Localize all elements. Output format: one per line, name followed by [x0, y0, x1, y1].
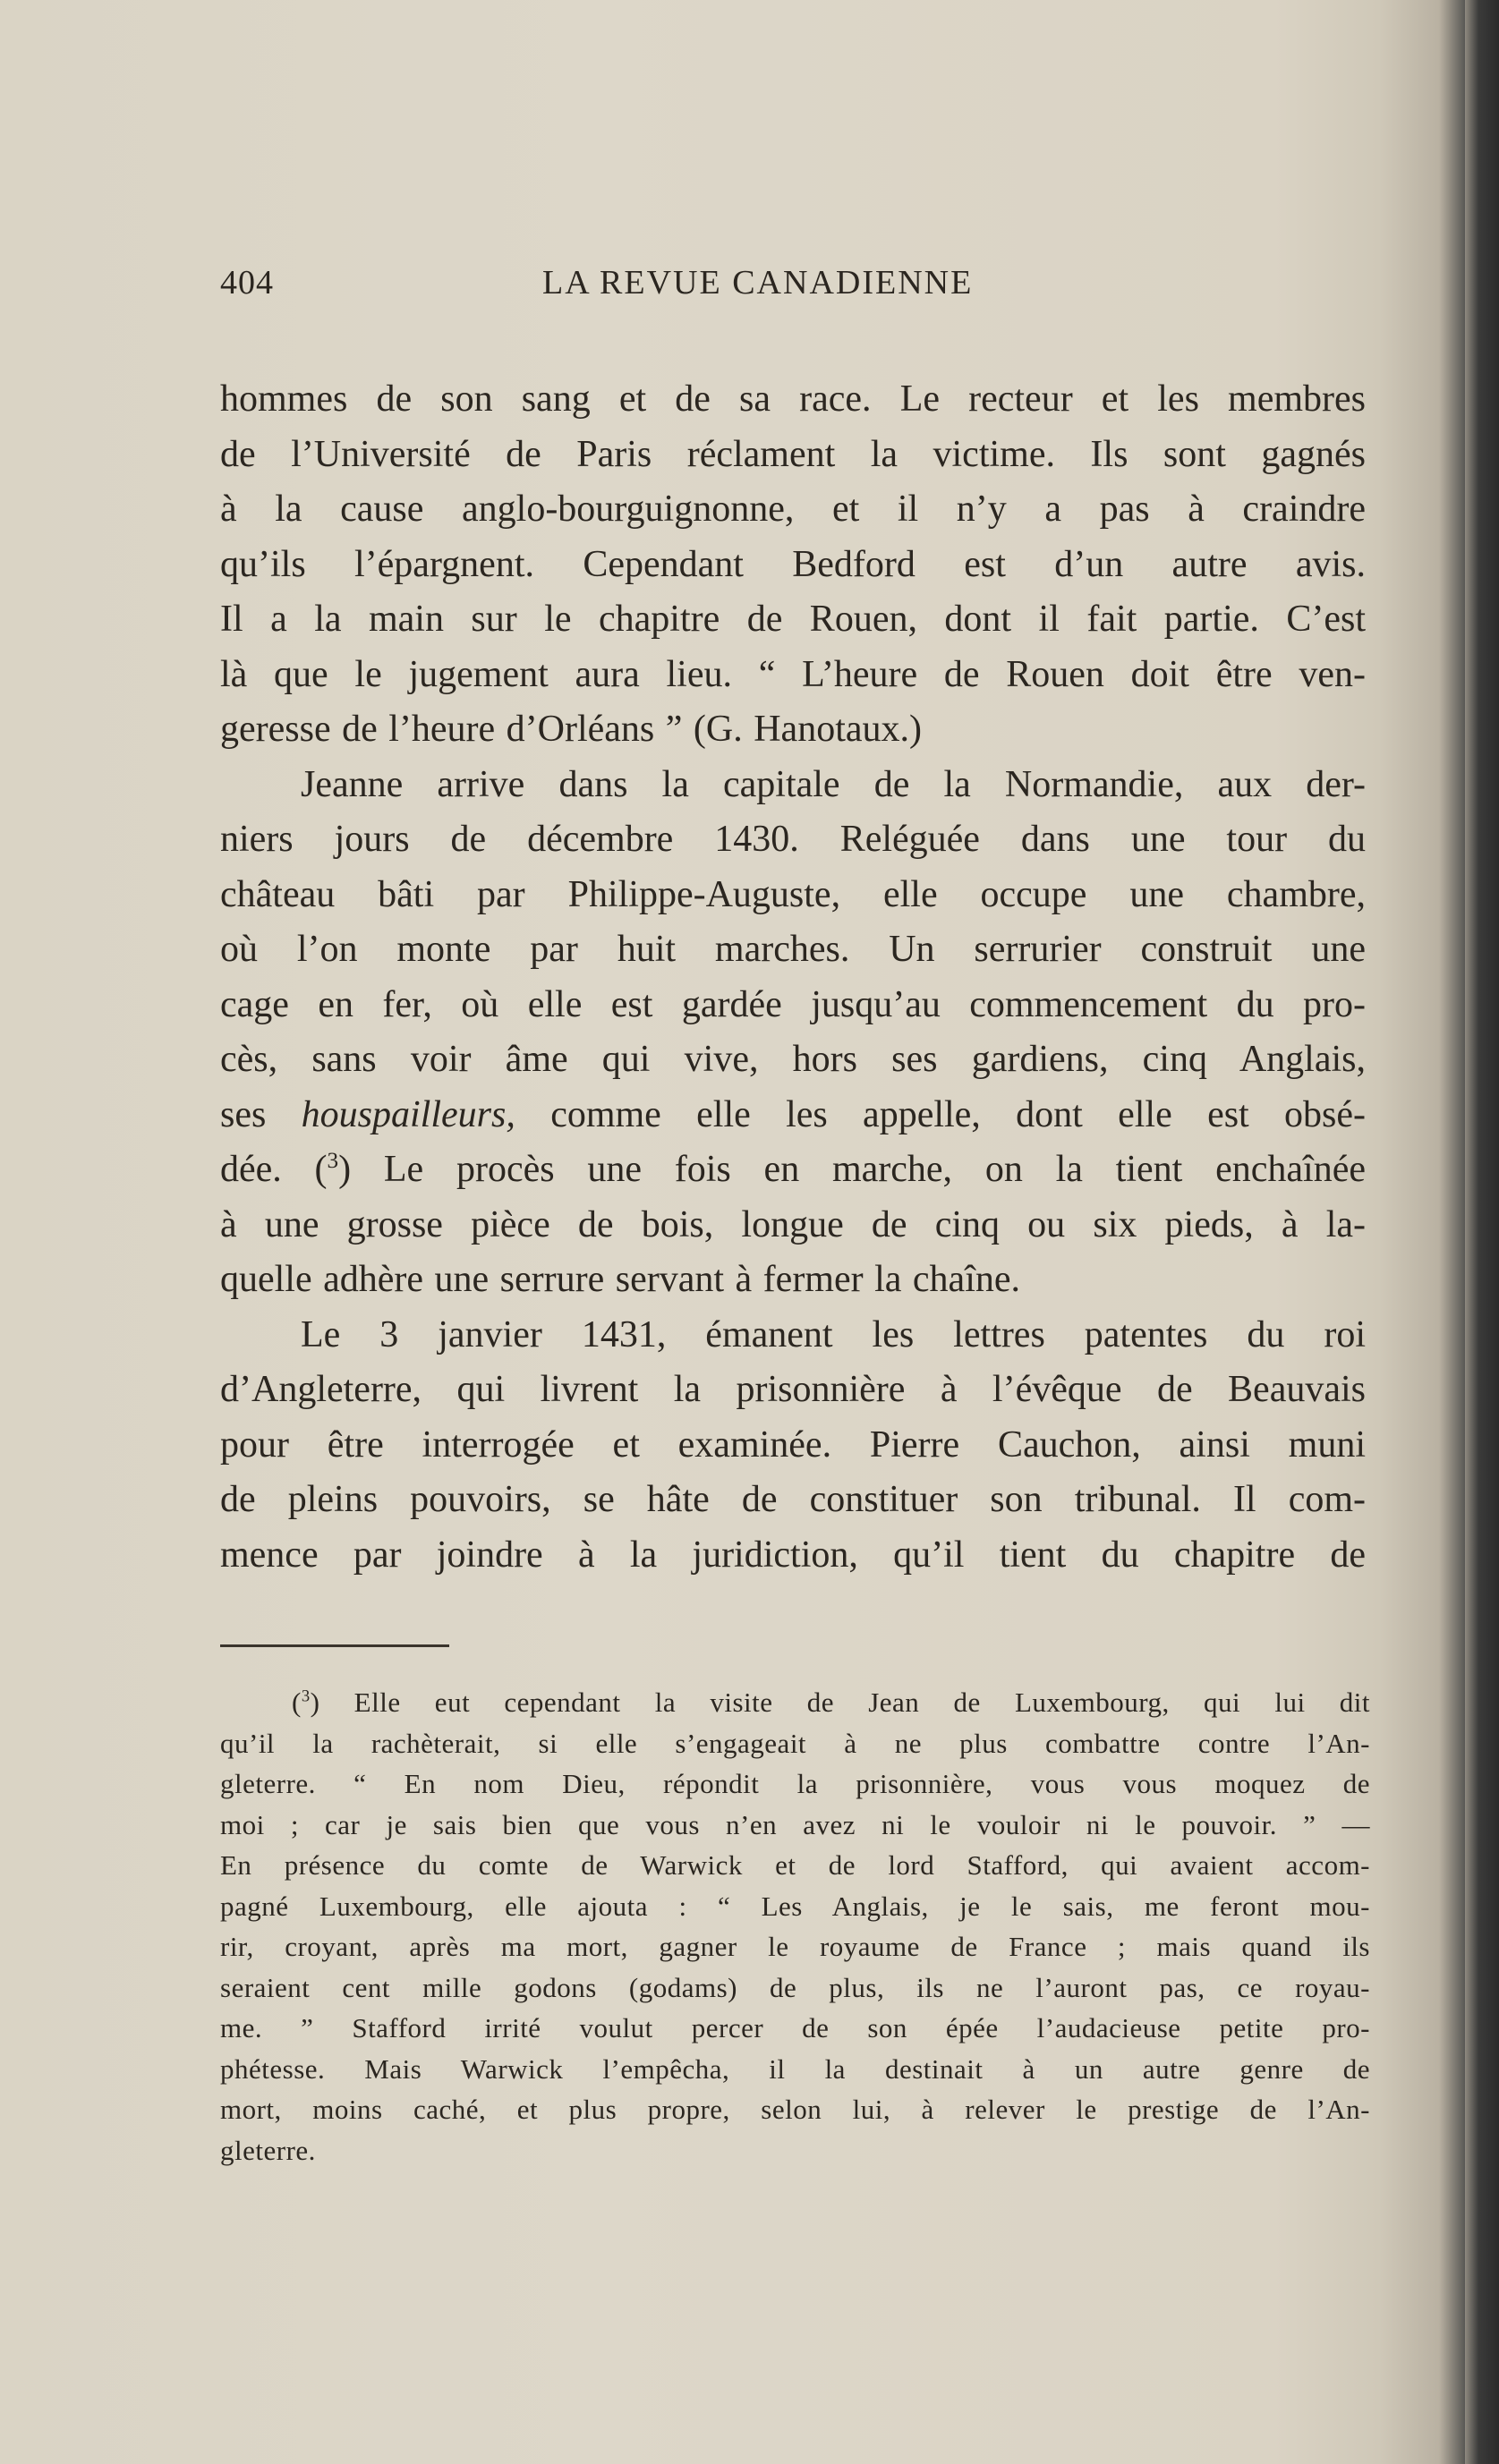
footnote-reference: 3 — [327, 1149, 339, 1173]
text-line: de pleins pouvoirs, se hâte de constituer son tribunal. Il com- — [220, 1479, 1366, 1520]
text-segment: comme elle les appelle, dont elle est obsé- — [550, 1093, 1367, 1135]
footnote-marker-open: ( — [292, 1687, 302, 1718]
italic-term: houspailleurs, — [301, 1093, 515, 1135]
footnote-line: gleterre. — [220, 2134, 316, 2166]
footnote-text: Elle eut cependant la visite de Jean de Luxembourg, qui lui dit — [353, 1687, 1370, 1718]
text-line: d’Angleterre, qui livrent la prisonnière à l’évêque de Beauvais — [220, 1369, 1366, 1410]
footnote-line: En présence du comte de Warwick et de lord Stafford, qui avaient accom- — [220, 1849, 1370, 1881]
footnote-line: pagné Luxembourg, elle ajouta : “ Les Anglais, je le sais, me feront mou- — [220, 1890, 1370, 1922]
text-line: geresse de l’heure d’Orléans ” (G. Hanotaux.) — [220, 709, 922, 750]
main-text — [220, 372, 1366, 1583]
text-line: cès, sans voir âme qui vive, hors ses gardiens, cinq Anglais, — [220, 1039, 1366, 1080]
footnote-line: moi ; car je sais bien que vous n’en avez ni le vouloir ni le pouvoir. ” — — [220, 1808, 1370, 1840]
footnote-marker: 3 — [301, 1687, 311, 1706]
footnote-line: gleterre. “ En nom Dieu, répondit la prisonnière, vous vous moquez de — [220, 1768, 1370, 1799]
footnote-line: phétesse. Mais Warwick l’empêcha, il la destinait à un autre genre de — [220, 2052, 1370, 2085]
text-line: niers jours de décembre 1430. Reléguée dans une tour du — [220, 819, 1366, 860]
footnotes — [220, 1682, 1370, 2171]
text-line: Le 3 janvier 1431, émanent les lettres patentes du roi — [301, 1313, 1366, 1355]
text-segment: dée. ( — [220, 1149, 328, 1190]
footnote-line: mort, moins caché, et plus propre, selon lui, à relever le prestige de l’An- — [220, 2094, 1370, 2125]
footnote-marker-close: ) — [310, 1687, 320, 1718]
text-line: mence par joindre à la juridiction, qu’il tient du chapitre de — [220, 1534, 1366, 1576]
page-number: 404 — [220, 264, 274, 302]
text-line: de l’Université de Paris réclament la victime. Ils sont gagnés — [220, 433, 1366, 475]
footnote-divider — [220, 1644, 449, 1647]
text-line: hommes de son sang et de sa race. Le recteur et les membres — [220, 378, 1366, 420]
text-line: Il a la main sur le chapitre de Rouen, dont il fait partie. C’est — [220, 599, 1366, 640]
text-line: qu’ils l’épargnent. Cependant Bedford est d’un autre avis. — [220, 543, 1366, 585]
footnote-line: qu’il la rachèterait, si elle s’engageait à ne plus combattre contre l’An- — [220, 1727, 1370, 1759]
journal-title: LA REVUE CANADIENNE — [542, 264, 974, 302]
text-line: à une grosse pièce de bois, longue de cinq ou six pieds, à la- — [220, 1203, 1366, 1245]
footnote-line: rir, croyant, après ma mort, gagner le royaume de France ; mais quand ils — [220, 1931, 1370, 1962]
footnote-line: seraient cent mille godons (godams) de plus, ils ne l’auront pas, ce royau- — [220, 1971, 1370, 2003]
text-line-with-italic — [220, 1088, 1366, 1143]
text-segment: ) Le procès une fois en marche, on la tient enchaînée — [338, 1149, 1366, 1190]
running-head — [220, 259, 1366, 313]
footnote-line: me. ” Stafford irrité voulut percer de son épée l’audacieuse petite pro- — [220, 2012, 1370, 2043]
text-line: Jeanne arrive dans la capitale de la Normandie, aux der- — [301, 763, 1366, 805]
text-line: château bâti par Philippe-Auguste, elle occupe une chambre, — [220, 873, 1366, 915]
text-line: pour être interrogée et examinée. Pierre Cauchon, ainsi muni — [220, 1423, 1366, 1466]
text-segment: ses — [220, 1093, 267, 1135]
text-line: là que le jugement aura lieu. “ L’heure de Rouen doit être ven- — [220, 653, 1366, 695]
text-line: où l’on monte par huit marches. Un serrurier construit une — [220, 929, 1366, 970]
text-line: quelle adhère une serrure servant à fermer la chaîne. — [220, 1259, 1021, 1300]
text-line-with-note-ref — [220, 1143, 1366, 1198]
footnote-line — [220, 1682, 1370, 1723]
text-line: à la cause anglo-bourguignonne, et il n’y a pas à craindre — [220, 489, 1366, 530]
page-gutter-shadow — [1465, 0, 1499, 2464]
text-line: cage en fer, où elle est gardée jusqu’au commencement du pro- — [220, 983, 1366, 1025]
